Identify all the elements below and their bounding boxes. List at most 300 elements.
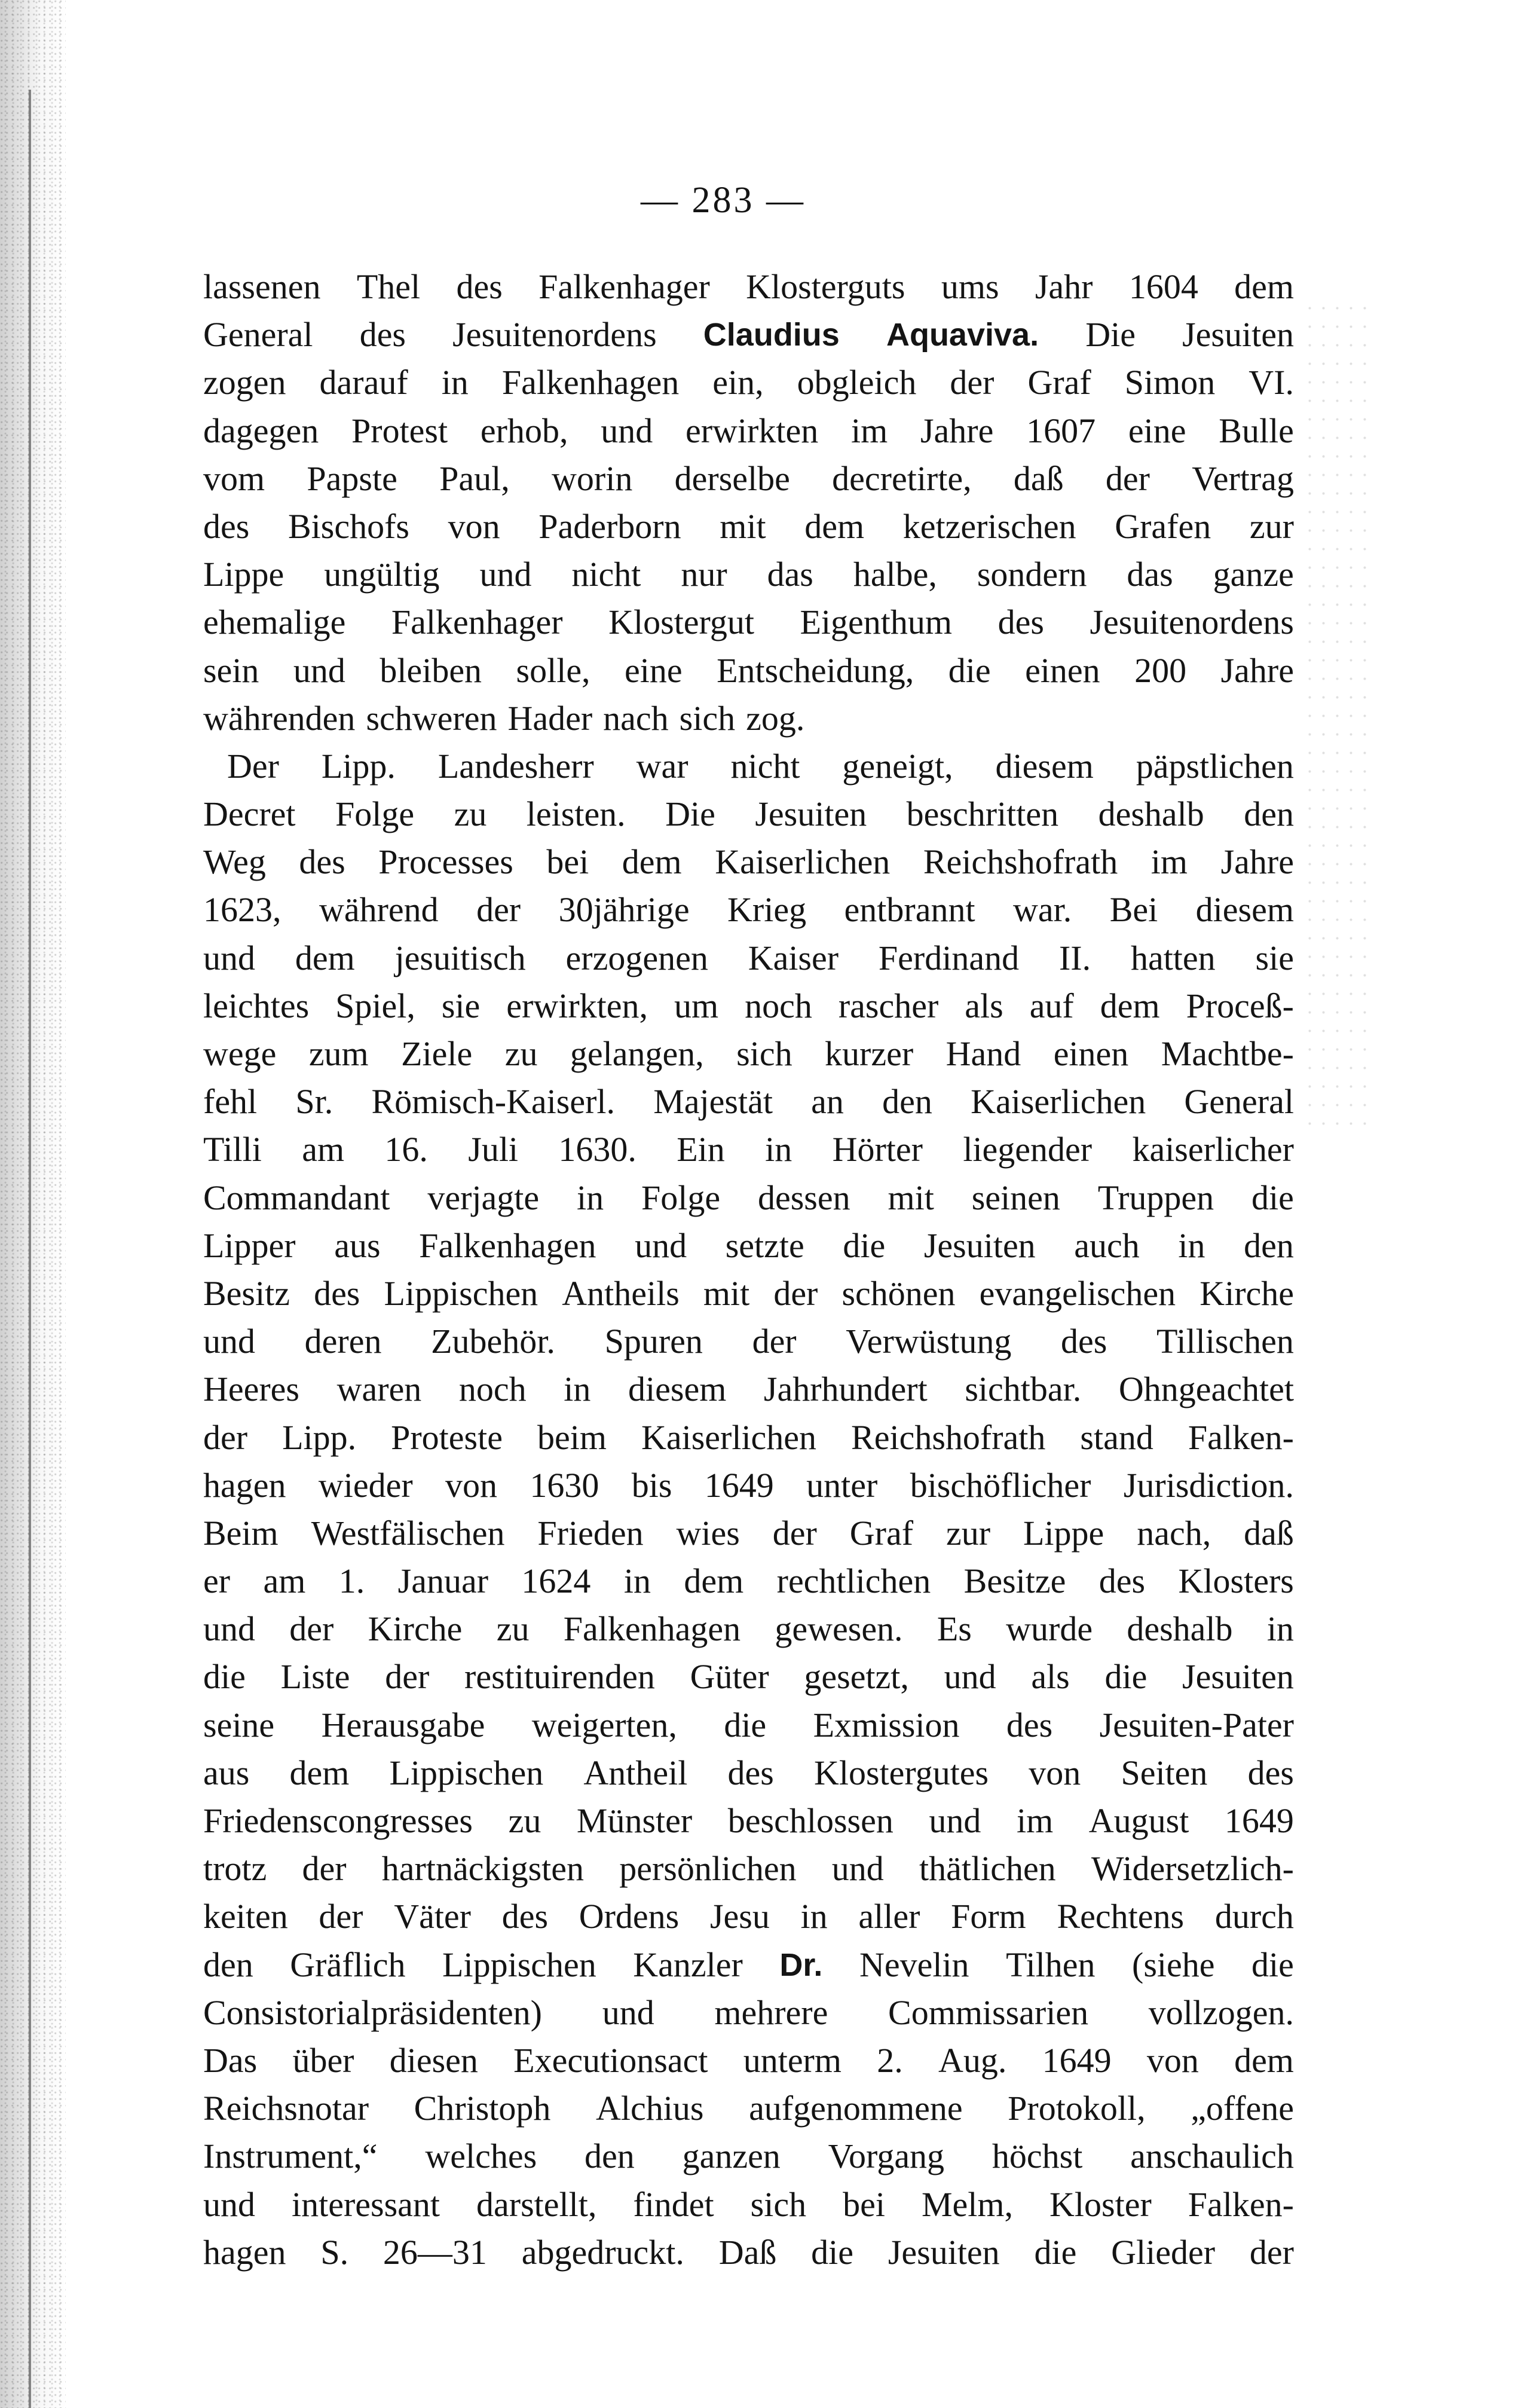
word: dem <box>684 1561 744 1601</box>
word: Consistorialpräsidenten) <box>203 1993 543 2032</box>
word: Zubehör. <box>431 1322 555 1361</box>
word: Westfälischen <box>311 1513 505 1553</box>
word: Jesuiten-Pater <box>1099 1705 1294 1744</box>
body-text <box>203 263 1294 2276</box>
word: Proceß- <box>1186 986 1294 1025</box>
word: Commissarien <box>888 1993 1089 2032</box>
word: Lippe <box>1023 1513 1104 1553</box>
word: Jesu <box>709 1897 770 1936</box>
word: diesem <box>995 746 1094 786</box>
word: der <box>1105 459 1150 498</box>
word: dem <box>622 842 682 882</box>
word: war <box>636 746 688 786</box>
word: zur <box>946 1513 991 1553</box>
text-line <box>203 886 1294 934</box>
word: gewesen. <box>775 1609 903 1649</box>
word: Spiel, <box>335 986 415 1025</box>
word: und <box>929 1801 981 1840</box>
word: thätlichen <box>919 1849 1056 1888</box>
word: Papste <box>307 459 397 498</box>
word: unterm <box>743 2040 842 2080</box>
word: der <box>289 1609 334 1649</box>
word: Jahr <box>1035 267 1093 306</box>
word: schweren <box>366 698 497 738</box>
word: Jahrhundert <box>763 1370 928 1409</box>
word: nach <box>603 698 669 738</box>
word: bei <box>843 2184 885 2224</box>
word: bis <box>631 1465 672 1505</box>
word: vollzogen. <box>1148 1993 1294 2032</box>
text-line <box>203 2181 1294 2229</box>
text-line <box>203 1989 1294 2037</box>
word: und <box>602 1993 654 2032</box>
word: 1624 <box>521 1561 591 1601</box>
word: währenden <box>203 698 356 738</box>
word: von <box>1146 2040 1199 2080</box>
word: Landesherr <box>437 746 594 786</box>
word: VI. <box>1249 363 1294 402</box>
text-line <box>203 263 1294 311</box>
word: wege <box>203 1034 277 1073</box>
word: des <box>359 315 406 355</box>
word: General <box>1184 1082 1294 1122</box>
word: Jesuiten <box>888 2232 1000 2272</box>
word: Die <box>665 794 715 834</box>
word: von <box>445 1465 498 1505</box>
word: Kirche <box>368 1609 463 1649</box>
word: halbe, <box>853 555 937 594</box>
word: Rechtens <box>1057 1897 1185 1936</box>
word: Jurisdiction. <box>1123 1465 1294 1505</box>
word: dem <box>1234 2040 1294 2080</box>
word: Kirche <box>1199 1273 1294 1313</box>
word: diesem <box>1195 890 1294 930</box>
word: 1. <box>338 1561 365 1601</box>
word: dagegen <box>203 411 319 450</box>
word: des <box>314 1273 360 1313</box>
word: 16. <box>384 1130 428 1169</box>
word: Folge <box>335 794 415 834</box>
text-line <box>203 934 1294 982</box>
text-line <box>203 982 1294 1030</box>
text-line <box>203 1126 1294 1174</box>
word: sich <box>750 2184 807 2224</box>
word: Machtbe- <box>1161 1034 1294 1073</box>
word: Hörter <box>832 1130 923 1169</box>
word: die <box>948 650 991 690</box>
word: Tilli <box>203 1130 262 1169</box>
word: liegender <box>963 1130 1093 1169</box>
word: im <box>850 411 888 450</box>
word: unter <box>806 1465 878 1505</box>
word: Jesuitenordens <box>452 315 657 355</box>
word: dem <box>295 938 355 977</box>
word: hagen <box>203 1465 286 1505</box>
word: Daß <box>718 2232 777 2272</box>
word: er <box>203 1561 231 1601</box>
word: Falkenhager <box>538 267 710 306</box>
word: Falkenhager <box>391 603 563 642</box>
word: Majestät <box>653 1082 773 1122</box>
word: und <box>203 2184 255 2224</box>
word: Kaiserlichen <box>971 1082 1146 1122</box>
word: als <box>1031 1657 1070 1697</box>
word: sich <box>736 1034 792 1073</box>
word: Kloster <box>1049 2184 1152 2224</box>
word: bischöflicher <box>910 1465 1091 1505</box>
word: diesem <box>628 1370 727 1409</box>
word: und <box>293 650 345 690</box>
word: seine <box>203 1705 275 1744</box>
word: Exmission <box>813 1705 960 1744</box>
word: beim <box>537 1417 607 1457</box>
word: Münster <box>576 1801 693 1840</box>
word: Ein <box>677 1130 725 1169</box>
word: Friedenscongresses <box>203 1801 473 1840</box>
word: 1630 <box>530 1465 599 1505</box>
word: wies <box>676 1513 740 1553</box>
word: leichtes <box>203 986 310 1025</box>
text-line <box>203 1270 1294 1318</box>
word: den <box>203 1945 253 1984</box>
word: Graf <box>1027 363 1091 402</box>
word: Reichsnotar <box>203 2089 369 2128</box>
word: Liste <box>280 1657 350 1697</box>
word: 1630. <box>558 1130 637 1169</box>
word: Besitze <box>963 1561 1066 1601</box>
word: Jahre <box>1220 842 1294 882</box>
word: Ordens <box>579 1897 680 1936</box>
word: deshalb <box>1098 794 1204 834</box>
word: 1607 <box>1026 411 1096 450</box>
word: der <box>773 1273 818 1313</box>
word: Jahre <box>1220 650 1294 690</box>
word: in <box>800 1897 828 1936</box>
word: des <box>501 1897 549 1936</box>
word: Jahre <box>920 411 994 450</box>
word: noch <box>745 986 812 1025</box>
word: Ferdinand <box>878 938 1020 977</box>
text-line <box>203 1653 1294 1701</box>
word: der <box>302 1849 347 1888</box>
word: Alchius <box>596 2089 704 2128</box>
word: S. <box>320 2232 349 2272</box>
word: Simon <box>1124 363 1216 402</box>
word: in <box>564 1370 591 1409</box>
text-line <box>203 1414 1294 1462</box>
word: Nevelin <box>859 1945 969 1984</box>
word: abgedruckt. <box>521 2232 684 2272</box>
word: Weg <box>203 842 266 882</box>
word: Besitz <box>203 1273 290 1313</box>
word: Herausgabe <box>321 1705 485 1744</box>
word: aller <box>858 1897 920 1936</box>
word: Lippischen <box>384 1273 538 1313</box>
word: nur <box>681 555 727 594</box>
word: Juli <box>468 1130 519 1169</box>
word: und <box>203 1609 255 1649</box>
word: General <box>203 315 313 355</box>
word: (siehe <box>1132 1945 1215 1984</box>
text-line <box>203 311 1294 359</box>
word: Frieden <box>537 1513 644 1553</box>
word: mit <box>888 1178 934 1217</box>
word: Bischofs <box>287 506 409 546</box>
word: daß <box>1013 459 1064 498</box>
text-line <box>203 838 1294 886</box>
word: jesuitisch <box>394 938 526 977</box>
word: Executionsact <box>513 2040 708 2080</box>
word: Heeres <box>203 1370 300 1409</box>
word: waren <box>336 1370 422 1409</box>
word: Aug. <box>938 2040 1007 2080</box>
word: die <box>1034 2232 1077 2272</box>
word: ganzen <box>682 2137 781 2176</box>
word: als <box>965 986 1003 1025</box>
word: restituirenden <box>464 1657 655 1697</box>
word: gelangen, <box>570 1034 704 1073</box>
word: um <box>674 986 719 1025</box>
word: 1649 <box>1224 1801 1294 1840</box>
word: weigerten, <box>531 1705 677 1744</box>
word: im <box>1150 842 1188 882</box>
word: Entscheidung, <box>717 650 914 690</box>
word: des <box>203 506 250 546</box>
word: „offene <box>1191 2089 1294 2128</box>
word: nach, <box>1137 1513 1211 1553</box>
word: zum <box>308 1034 369 1073</box>
word: Paderborn <box>538 506 681 546</box>
word: obgleich <box>797 363 917 402</box>
word: Jesuiten <box>1182 315 1294 355</box>
word: Kaiserlichen <box>715 842 891 882</box>
word: Proteste <box>391 1417 503 1457</box>
word: August <box>1088 1801 1189 1840</box>
word: 2. <box>877 2040 903 2080</box>
word: Spuren <box>604 1322 703 1361</box>
word: den <box>1244 794 1294 834</box>
word: Die <box>1085 315 1136 355</box>
word: Lipp. <box>321 746 396 786</box>
word: beschlossen <box>727 1801 893 1840</box>
text-line <box>203 1078 1294 1126</box>
word: stand <box>1080 1417 1153 1457</box>
word: entbrannt <box>844 890 975 930</box>
word: der <box>752 1322 797 1361</box>
word: deshalb <box>1127 1609 1233 1649</box>
word: sich <box>679 698 736 738</box>
word: Ziele <box>401 1034 473 1073</box>
word: Sr. <box>295 1082 333 1122</box>
word: der <box>476 890 521 930</box>
word: vom <box>203 459 265 498</box>
word: Melm, <box>921 2184 1014 2224</box>
word: noch <box>458 1370 527 1409</box>
page-number: — 283 — <box>641 180 806 221</box>
word: Bei <box>1109 890 1158 930</box>
word: durch <box>1214 1897 1294 1936</box>
word: Falken- <box>1188 1417 1294 1457</box>
word: zogen <box>203 363 286 402</box>
word: darstellt, <box>476 2184 597 2224</box>
word: schönen <box>842 1273 956 1313</box>
word: den <box>1244 1226 1294 1265</box>
word: die <box>203 1657 246 1697</box>
word: evangelischen <box>979 1273 1176 1313</box>
word: die <box>724 1705 767 1744</box>
word: über <box>292 2040 354 2080</box>
word: Thel <box>356 267 421 306</box>
word: Commandant <box>203 1178 390 1217</box>
word: der <box>950 363 994 402</box>
word: solle, <box>516 650 590 690</box>
word: decretirte, <box>832 459 972 498</box>
word: Falkenhagen <box>501 363 680 402</box>
word: beschritten <box>906 794 1059 834</box>
word: Krieg <box>727 890 807 930</box>
word: der <box>772 1513 817 1553</box>
word: und <box>831 1849 884 1888</box>
word: im <box>1016 1801 1054 1840</box>
word: war. <box>1013 890 1072 930</box>
word: Jesuiten <box>923 1226 1036 1265</box>
word: sichtbar. <box>965 1370 1082 1409</box>
word: und <box>203 1322 255 1361</box>
word: 200 <box>1134 650 1187 690</box>
word: die <box>843 1226 886 1265</box>
word: mit <box>703 1273 750 1313</box>
word: Väter <box>394 1897 471 1936</box>
word: derselbe <box>674 459 790 498</box>
word: rechtlichen <box>776 1561 931 1601</box>
word: Jesuitenordens <box>1090 603 1294 642</box>
word: Es <box>937 1609 972 1649</box>
word: und <box>635 1226 687 1265</box>
word: eine <box>625 650 683 690</box>
word: Lippischen <box>389 1753 544 1792</box>
word: und <box>203 938 255 977</box>
word: Tilhen <box>1006 1945 1096 1984</box>
text-line <box>203 1941 1294 1989</box>
word: Kanzler <box>633 1945 743 1984</box>
word: Graf <box>849 1513 914 1553</box>
word: 1649 <box>704 1465 774 1505</box>
word: nicht <box>730 746 800 786</box>
word: auf <box>1029 986 1074 1025</box>
word: einen <box>1025 650 1100 690</box>
word: 26—31 <box>382 2232 487 2272</box>
word: während <box>319 890 439 930</box>
word: Lippischen <box>442 1945 596 1984</box>
margin-specks <box>1303 299 1375 1136</box>
word: verjagte <box>427 1178 540 1217</box>
word: leisten. <box>526 794 626 834</box>
word: Widersetzlich- <box>1091 1849 1294 1888</box>
scan-edge-shadow <box>0 0 66 2408</box>
word: Folge <box>641 1178 721 1217</box>
word: des <box>1061 1322 1107 1361</box>
word: die <box>811 2232 853 2272</box>
word: und <box>944 1657 996 1697</box>
word: aus <box>203 1753 250 1792</box>
word: ungültig <box>324 555 440 594</box>
word: in <box>765 1130 792 1169</box>
word: deren <box>304 1322 382 1361</box>
text-line <box>203 1462 1294 1509</box>
word: des <box>1006 1705 1053 1744</box>
word: Protest <box>351 411 448 450</box>
text-line <box>203 1797 1294 1845</box>
word: worin <box>552 459 633 498</box>
word: welches <box>425 2137 537 2176</box>
word: Tillischen <box>1156 1322 1294 1361</box>
word: sie <box>1255 938 1294 977</box>
word: den <box>882 1082 932 1122</box>
word: Bulle <box>1219 411 1294 450</box>
word: höchst <box>992 2137 1083 2176</box>
word: Gräflich <box>290 1945 406 1984</box>
word: Jesuiten <box>755 794 867 834</box>
text-line <box>203 742 1294 790</box>
text-line <box>203 1318 1294 1365</box>
word: Instrument,“ <box>203 2137 378 2176</box>
word: Protokoll, <box>1008 2089 1146 2128</box>
word: Falken- <box>1188 2184 1294 2224</box>
word: in <box>1178 1226 1205 1265</box>
word: erwirkten, <box>506 986 648 1025</box>
word: die <box>1104 1657 1148 1697</box>
word: der <box>385 1657 430 1697</box>
word: Eigenthum <box>800 603 953 642</box>
word: ganze <box>1213 555 1294 594</box>
word: daß <box>1244 1513 1294 1553</box>
word: 1623, <box>203 890 281 930</box>
word: zu <box>496 1609 530 1649</box>
word: dem <box>289 1753 350 1792</box>
word: ein, <box>712 363 764 402</box>
text-line <box>203 2229 1294 2276</box>
word: des <box>1247 1753 1294 1792</box>
word: in <box>623 1561 651 1601</box>
text-line <box>203 359 1294 407</box>
word: Jesuiten <box>1182 1657 1294 1697</box>
word: sein <box>203 650 259 690</box>
word: dem <box>804 506 865 546</box>
word: Decret <box>203 794 296 834</box>
word: der <box>1249 2232 1294 2272</box>
word: gesetzt, <box>804 1657 909 1697</box>
word: II. <box>1058 938 1091 977</box>
text-line <box>203 1509 1294 1557</box>
word: kurzer <box>825 1034 914 1073</box>
word: Antheils <box>562 1273 680 1313</box>
word: Güter <box>690 1657 769 1697</box>
bold-word: Aquaviva. <box>886 317 1039 353</box>
word: in <box>441 363 469 402</box>
word: Antheil <box>583 1753 688 1792</box>
word: von <box>1029 1753 1081 1792</box>
word: Christoph <box>414 2089 551 2128</box>
word: diesen <box>389 2040 478 2080</box>
word: sondern <box>977 555 1087 594</box>
word: in <box>577 1178 604 1217</box>
word: keiten <box>203 1897 288 1936</box>
word: ehemalige <box>203 603 346 642</box>
word: Form <box>951 1897 1026 1936</box>
text-line <box>203 598 1294 646</box>
word: auch <box>1074 1226 1140 1265</box>
word: findet <box>633 2184 714 2224</box>
